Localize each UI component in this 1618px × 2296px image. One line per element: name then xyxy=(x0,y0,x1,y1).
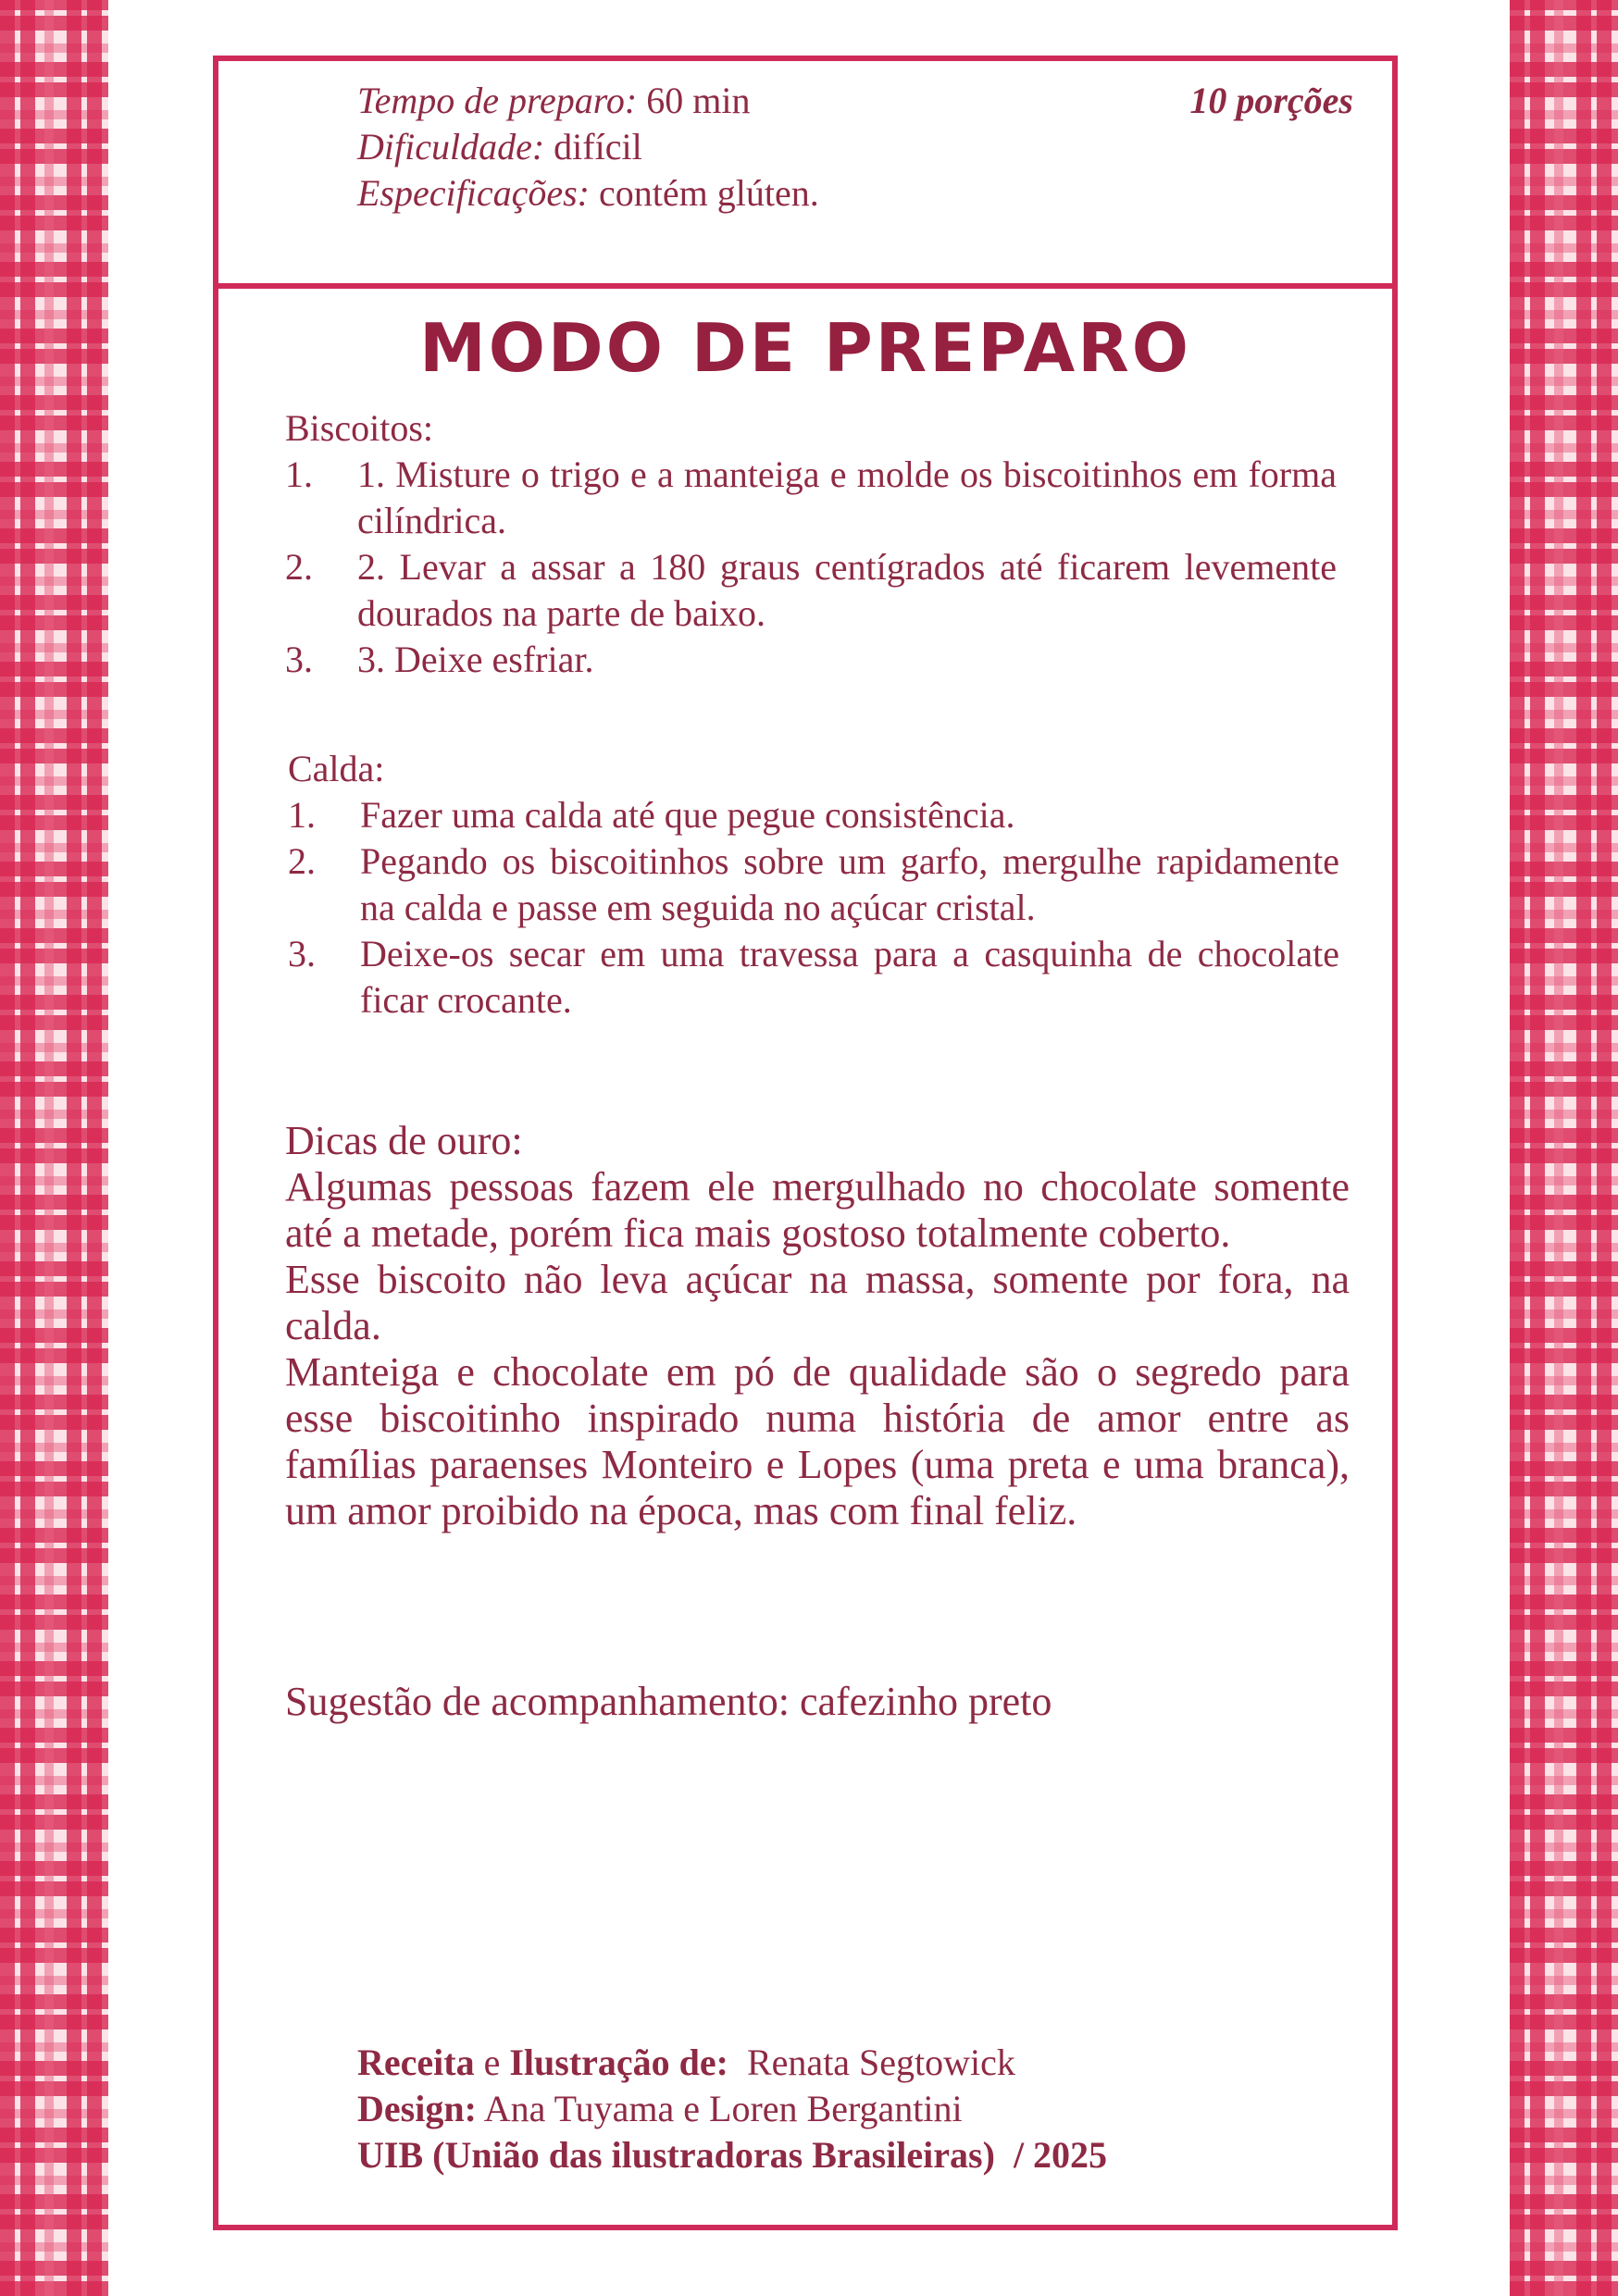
list-item: 3. 3. Deixe esfriar. xyxy=(285,639,594,680)
credits-design: Design: Ana Tuyama e Loren Bergantini xyxy=(357,2088,963,2129)
list-item: 1. 1. Misture o trigo e a manteiga e molde os biscoitinhos em forma cilíndrica. xyxy=(285,453,1337,541)
calda-heading: Calda: xyxy=(288,748,385,789)
credits-org: UIB (União das ilustradoras Brasileiras) / 2025 xyxy=(357,2134,1108,2176)
page-title: MODO DE PREPARO xyxy=(419,309,1191,387)
tips-paragraph: Esse biscoito não leva açúcar na massa, somente por fora, na calda. xyxy=(285,1257,1350,1348)
difficulty: Dificuldade: difícil xyxy=(357,126,642,168)
header-divider xyxy=(218,283,1392,289)
calda-section xyxy=(288,746,1339,1024)
tips-heading: Dicas de ouro: xyxy=(285,1118,523,1163)
list-item: 2. 2. Levar a assar a 180 graus centígrados até ficarem levemente dourados na parte de baixo. xyxy=(285,546,1337,634)
recipe-meta xyxy=(357,78,819,217)
credits-recipe: Receita e Ilustração de: Renata Segtowick xyxy=(357,2042,1015,2083)
calda-steps xyxy=(288,792,1339,1024)
specifications: Especificações: contém glúten. xyxy=(357,172,819,214)
recipe-card xyxy=(213,56,1398,2230)
credits xyxy=(357,2040,1107,2178)
prep-time: Tempo de preparo: 60 min xyxy=(357,80,751,121)
biscoitos-section xyxy=(285,405,1337,683)
list-item: 2. Pegando os biscoitinhos sobre um garfo, mergulhe rapidamente na calda e passe em seguida no açúcar cristal. xyxy=(288,840,1339,928)
portions: 10 porções xyxy=(1189,80,1353,121)
tips-paragraph: Manteiga e chocolate em pó de qualidade são o segredo para esse biscoitinho inspirado numa história de amor entre as famílias paraenses Monteiro e Lopes (uma preta e uma branca), um amor proibido na época, mas com final feliz. xyxy=(285,1349,1350,1533)
tips-paragraph: Algumas pessoas fazem ele mergulhado no chocolate somente até a metade, porém fica mais gostoso totalmente coberto. xyxy=(285,1164,1350,1256)
biscoitos-heading: Biscoitos: xyxy=(285,407,434,449)
plaid-border-right xyxy=(1510,0,1618,2296)
list-item: 1. Fazer uma calda até que pegue consistência. xyxy=(288,794,1015,836)
suggestion: Sugestão de acompanhamento: cafezinho preto xyxy=(285,1679,1052,1724)
plaid-border-left xyxy=(0,0,108,2296)
list-item: 3. Deixe-os secar em uma travessa para a casquinha de chocolate ficar crocante. xyxy=(288,933,1339,1021)
biscoitos-steps xyxy=(285,452,1337,683)
tips-section xyxy=(285,1118,1350,1534)
